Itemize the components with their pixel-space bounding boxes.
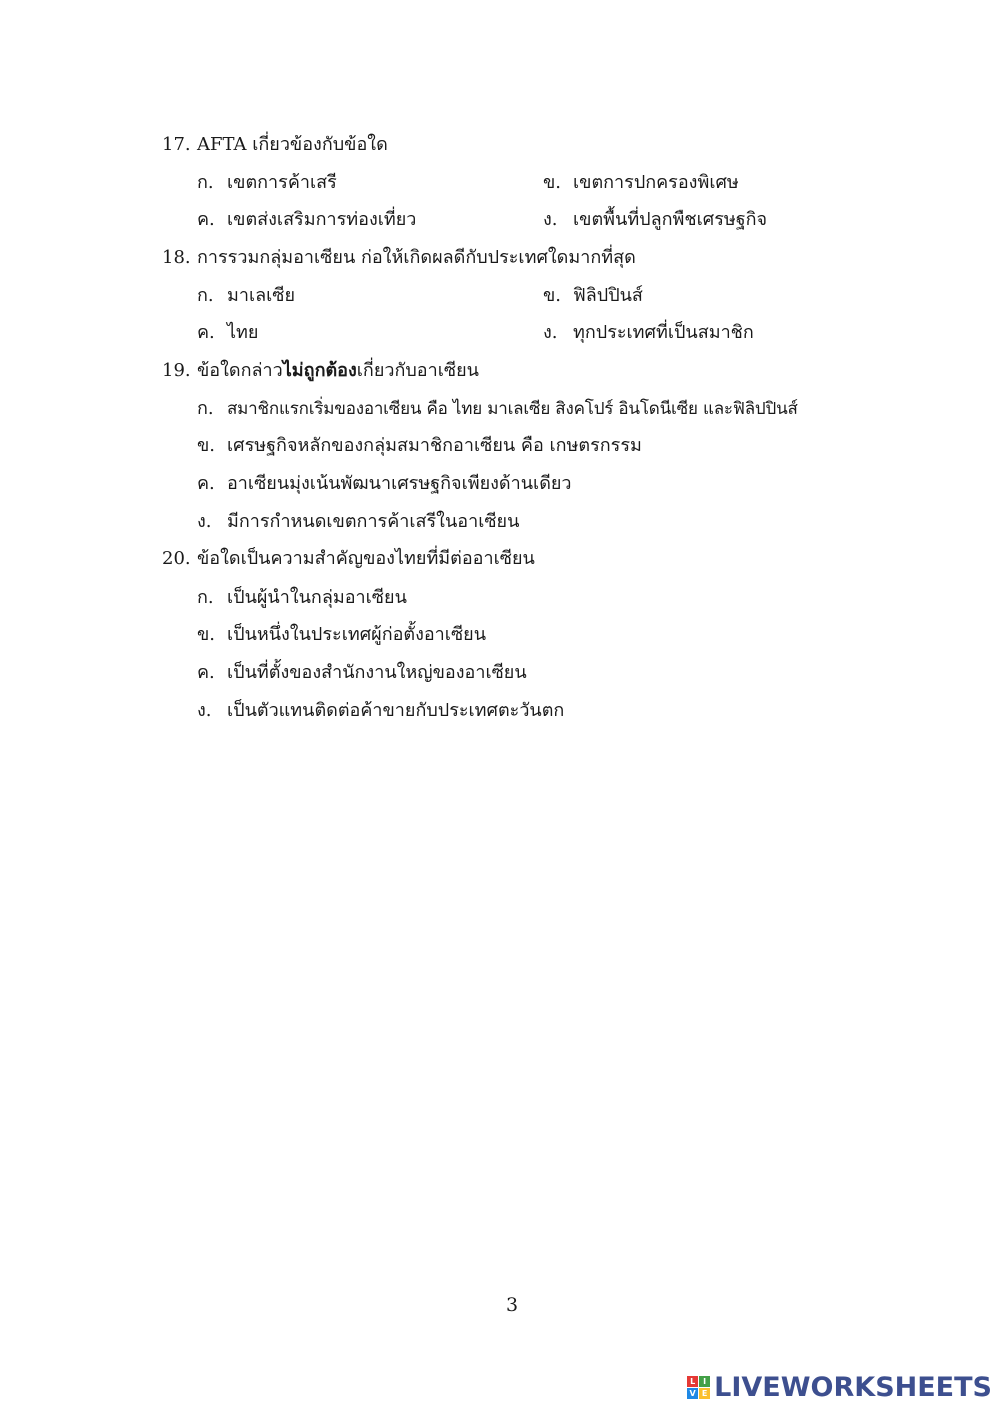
logo-icon-letter: I [699, 1376, 710, 1387]
question-text-before: ข้อใดกล่าว [197, 360, 283, 381]
logo-icon-letter: E [699, 1388, 710, 1399]
option-text: อาเซียนมุ่งเน้นพัฒนาเศรษฐกิจเพียงด้านเดียว [227, 473, 572, 494]
question-text [197, 359, 479, 383]
question-text: ข้อใดเป็นความสำคัญของไทยที่มีต่ออาเซียน [197, 548, 535, 569]
liveworksheets-logo [687, 1369, 992, 1405]
option-text: มีการกำหนดเขตการค้าเสรีในอาเซียน [227, 511, 520, 532]
option-letter: ข. [197, 624, 216, 645]
option-letter: ง. [197, 700, 212, 721]
option-letter: ข. [543, 172, 562, 193]
question-number: 17. [162, 134, 191, 155]
option-letter: ก. [197, 172, 214, 193]
question-text-emphasis: ไม่ถูกต้อง [282, 360, 357, 381]
option-letter: ข. [197, 435, 216, 456]
option-text: เป็นตัวแทนติดต่อค้าขายกับประเทศตะวันตก [227, 700, 565, 721]
logo-icon [687, 1376, 710, 1399]
option-text: เขตการปกครองพิเศษ [573, 172, 739, 193]
option-letter: ก. [197, 398, 214, 419]
option-letter: ค. [197, 473, 215, 494]
option-text: ฟิลิปปินส์ [573, 285, 643, 306]
option-text: เป็นผู้นำในกลุ่มอาเซียน [227, 587, 407, 608]
question-number: 19. [162, 360, 191, 381]
option-letter: ง. [543, 322, 558, 343]
question-number: 18. [162, 247, 191, 268]
option-letter: ง. [197, 511, 212, 532]
option-text: เป็นที่ตั้งของสำนักงานใหญ่ของอาเซียน [227, 662, 527, 683]
question-number: 20. [162, 548, 191, 569]
option-letter: ง. [543, 209, 558, 230]
option-text: มาเลเซีย [227, 285, 296, 306]
question-text: การรวมกลุ่มอาเซียน ก่อให้เกิดผลดีกับประเทศใดมากที่สุด [197, 247, 636, 268]
option-text: เศรษฐกิจหลักของกลุ่มสมาชิกอาเซียน คือ เกษตรกรรม [227, 435, 642, 456]
page-number: 3 [506, 1294, 519, 1316]
option-text: เป็นหนึ่งในประเทศผู้ก่อตั้งอาเซียน [227, 624, 487, 645]
option-letter: ข. [543, 285, 562, 306]
option-letter: ก. [197, 587, 214, 608]
question-text: AFTA เกี่ยวข้องกับข้อใด [197, 134, 388, 155]
option-letter: ค. [197, 209, 215, 230]
option-text: เขตพื้นที่ปลูกพืชเศรษฐกิจ [573, 209, 768, 230]
option-letter: ค. [197, 322, 215, 343]
option-text: ทุกประเทศที่เป็นสมาชิก [573, 322, 754, 343]
option-text: ไทย [227, 322, 259, 343]
option-letter: ก. [197, 285, 214, 306]
logo-icon-letter: V [687, 1388, 698, 1399]
option-letter: ค. [197, 662, 215, 683]
option-text: เขตการค้าเสรี [227, 172, 337, 193]
question-text-after: เกี่ยวกับอาเซียน [356, 360, 479, 381]
option-text: เขตส่งเสริมการท่องเที่ยว [227, 209, 417, 230]
option-text: สมาชิกแรกเริ่มของอาเซียน คือ ไทย มาเลเซีย สิงคโปร์ อินโดนีเซีย และฟิลิปปินส์ [227, 399, 798, 419]
logo-text: LIVEWORKSHEETS [714, 1371, 992, 1403]
logo-icon-letter: L [687, 1376, 698, 1387]
